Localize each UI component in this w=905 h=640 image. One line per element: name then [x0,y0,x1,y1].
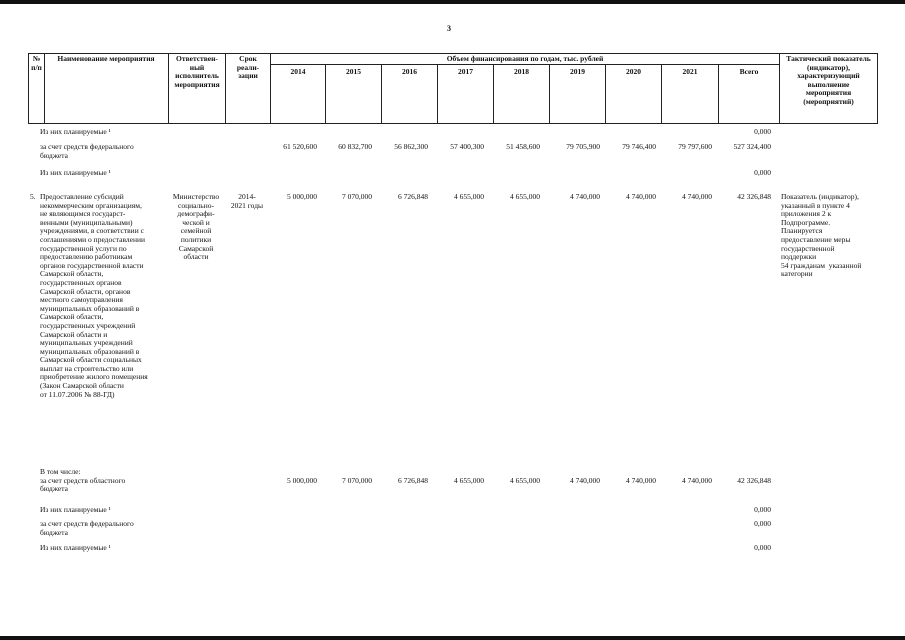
row-value: 4 740,000 [570,476,600,485]
col-line-right [877,53,878,124]
item5-value: 5 000,000 [287,192,317,201]
item5-responsible: Министерство социально- демографи- ческой и семейной политики Самарской области [172,192,220,262]
item5-value: 4 655,000 [510,192,540,201]
header-year: 2020 [626,67,641,76]
header-no: № п/п [31,54,42,72]
page-number: 3 [447,24,451,33]
header-year: 2016 [402,67,417,76]
row-value: 79 705,900 [566,142,600,151]
row-value: 4 740,000 [682,476,712,485]
row-total: 42 326,848 [737,476,771,485]
item5-total: 42 326,848 [737,192,771,201]
row-value: 79 797,600 [678,142,712,151]
header-year: 2017 [458,67,473,76]
years-header-divider [270,64,780,65]
row-value: 60 832,700 [338,142,372,151]
row-label: Из них планируемые ¹ [40,543,111,552]
row-value: 4 740,000 [626,476,656,485]
row-total: 0,000 [754,519,771,528]
item5-value: 7 070,000 [342,192,372,201]
row-value: 51 458,600 [506,142,540,151]
item5-name: Предоставление субсидий некоммерческим организациям, не являющимся государст- венными (муниципальными) учреждениями, в соответствии с соглашениями о предоставлении государственной услуги по предоставлению работникам органов государственной власти Самарской области, государственных органов Самарской области, органов местного самоуправления муниципальных образований в Самарской области, государственных учреждений Самарской области и муниципальных учреждений муниципальных образований в Самарской области социальных выплат на строительство или приобретение жилого помещения (Закон Самарской области от 11.07.2006 № 88-ГД) [40,192,148,399]
row-total: 0,000 [754,127,771,136]
row-label: В том числе: за счет средств областного бюджета [40,467,126,494]
item5-indicator: Показатель (индикатор), указанный в пункте 4 приложения 2 к Подпрограмме. Планируется предоставление меры государственной поддержки 54 гражданам указанной категории [781,192,862,279]
header-bottom-border [28,123,878,124]
header-indicator: Тактический показатель (индикатор), характеризующий выполнение мероприятия (мероприятий) [786,54,871,106]
row-total: 0,000 [754,505,771,514]
row-value: 7 070,000 [342,476,372,485]
header-year: 2021 [682,67,698,76]
row-label: за счет средств федерального бюджета [40,142,134,160]
row-value: 4 655,000 [510,476,540,485]
item5-value: 6 726,848 [398,192,428,201]
row-value: 57 400,300 [450,142,484,151]
scan-bottom-edge [0,636,905,640]
col-line-1 [44,53,45,124]
item5-value: 4 655,000 [454,192,484,201]
row-value: 6 726,848 [398,476,428,485]
header-year: 2014 [290,67,306,76]
row-label: Из них планируемые ¹ [40,505,111,514]
item5-number: 5. [30,192,36,201]
header-financing: Объем финансирования по годам, тыс. рублей [446,54,604,63]
header-year: 2018 [514,67,529,76]
item5-value: 4 740,000 [570,192,600,201]
row-value: 4 655,000 [454,476,484,485]
row-value: 5 000,000 [287,476,317,485]
row-total: 527 324,400 [733,142,771,151]
item5-value: 4 740,000 [682,192,712,201]
row-value: 61 520,600 [283,142,317,151]
row-label: Из них планируемые ¹ [40,168,111,177]
scan-top-edge [0,0,905,4]
header-year: 2015 [346,67,361,76]
row-label: Из них планируемые ¹ [40,127,111,136]
row-label: за счет средств федерального бюджета [40,519,134,537]
header-name: Наименование мероприятия [57,54,155,63]
item5-term: 2014- 2021 годы [230,192,264,210]
row-total: 0,000 [754,168,771,177]
header-term: Срок реали- зации [236,54,260,81]
row-value: 79 746,400 [622,142,656,151]
item5-value: 4 740,000 [626,192,656,201]
row-total: 0,000 [754,543,771,552]
col-line-4 [270,53,271,124]
row-value: 56 862,300 [394,142,428,151]
header-responsible: Ответствен- ный исполнитель мероприятия [174,54,220,89]
header-total: Всего [739,67,759,76]
header-year: 2019 [570,67,585,76]
